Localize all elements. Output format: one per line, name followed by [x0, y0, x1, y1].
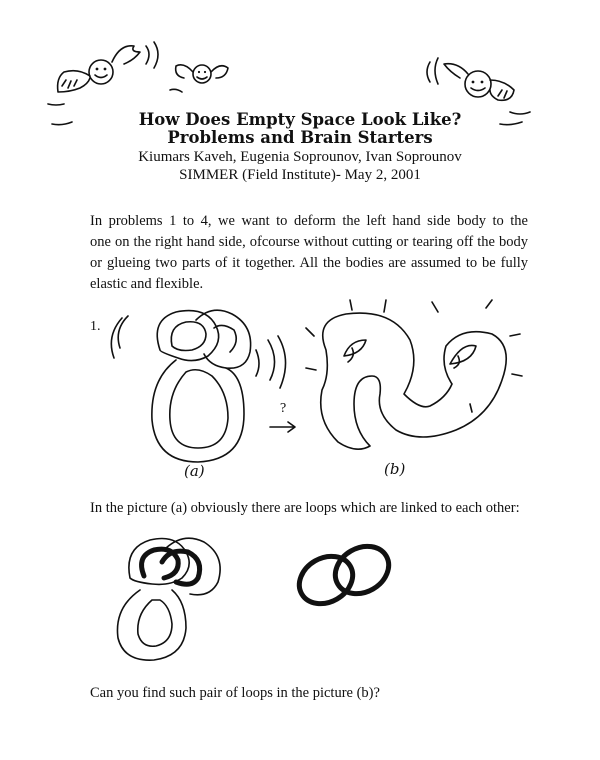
linked-pair-of-loops-drawing — [291, 537, 397, 613]
body-a-with-loops-drawing — [117, 538, 220, 660]
authors: Kiumars Kaveh, Eugenia Soprounov, Ivan Soprounov — [138, 149, 462, 165]
intro-line: elastic and flexible. — [90, 276, 204, 292]
right-arrow-icon — [270, 422, 295, 432]
venue-date: SIMMER (Field Institute)- May 2, 2001 — [179, 167, 421, 183]
intro-paragraph — [0, 0, 600, 300]
linked-loops-figure — [0, 530, 600, 670]
intro-line: or glueing two parts of it together. All the bodies are assumed to be fully — [90, 255, 528, 271]
question-text: Can you find such pair of loops in the picture (b)? — [90, 685, 380, 701]
label-a: (a) — [184, 462, 205, 480]
body-a-drawing — [111, 310, 285, 462]
page-title-line2: Problems and Brain Starters — [167, 128, 433, 147]
page-title-line1: How Does Empty Space Look Like? — [138, 110, 462, 129]
arrow-question-mark: ? — [280, 401, 287, 416]
problem-number: 1. — [90, 319, 101, 334]
problem-1-figure — [0, 290, 600, 490]
intro-line: In problems 1 to 4, we want to deform the left hand side body to the — [90, 213, 528, 229]
label-b: (b) — [384, 460, 406, 478]
intro-line: one on the right hand side, ofcourse without cutting or tearing off the body — [90, 234, 528, 250]
linked-loops-text: In the picture (a) obviously there are loops which are linked to each other: — [90, 500, 520, 516]
body-b-drawing — [306, 300, 522, 449]
